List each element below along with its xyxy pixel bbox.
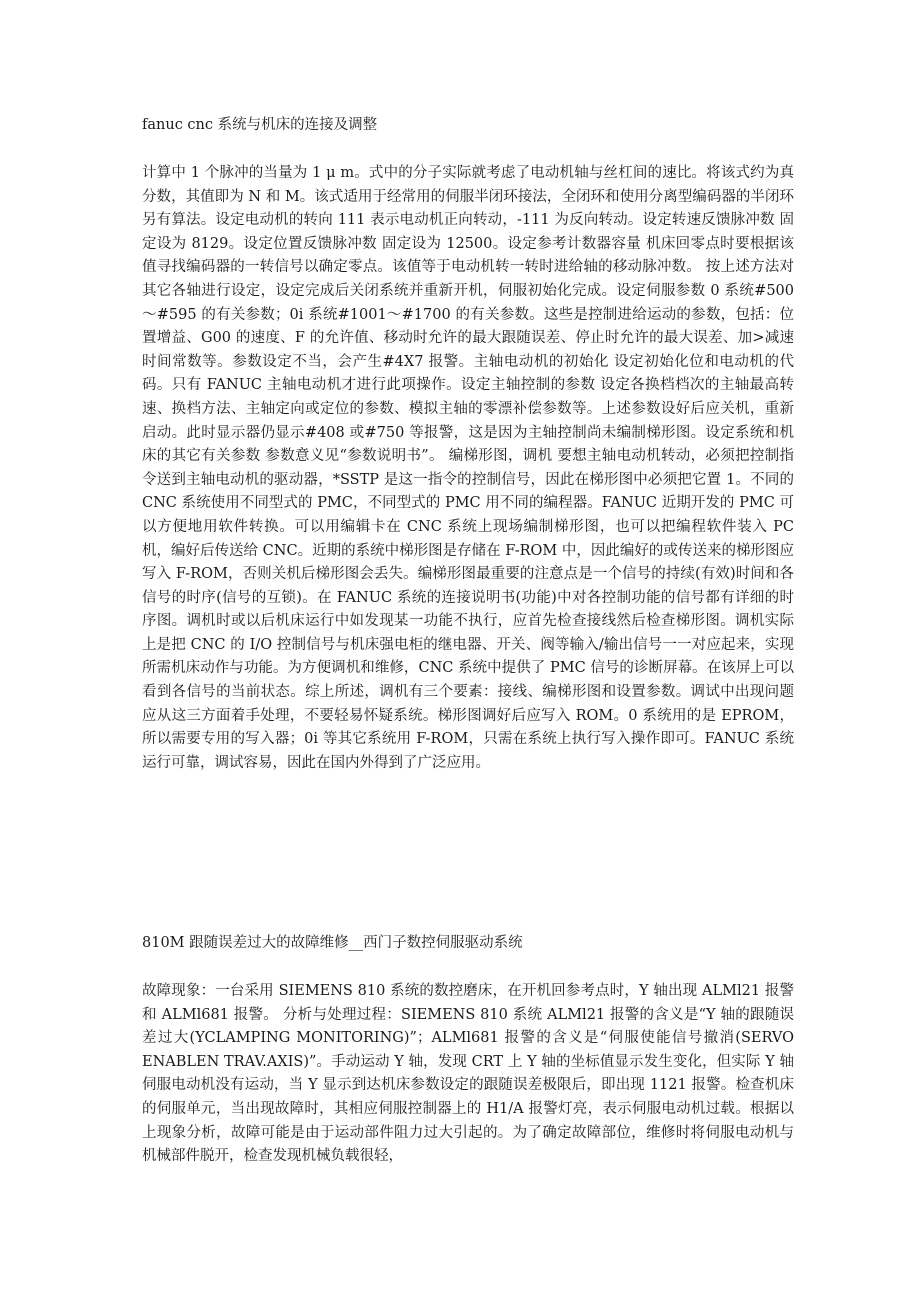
article-body: 计算中 1 个脉冲的当量为 1 μ m。式中的分子实际就考虑了电动机轴与丝杠间的速比。将该式约为真分数，其值即为 N 和 M。该式适用于经常用的伺服半闭环接法，全闭环和使用分离型编码器的半闭环另有算法。设定电动机的转向 111 表示电动机正向转动，-111 为反向转动。设定转速反馈脉冲数 固定设为 8129。设定位置反馈脉冲数 固定设为 12500。设定参考计数器容量 机床回零点时要根据该值寻找编码器的一转信号以确定零点。该值等于电动机转一转时进给轴的移动脉冲数。 按上述方法对其它各轴进行设定，设定完成后关闭系统并重新开机，伺服初始化完成。设定伺服参数 0 系统#500～#595 的有关参数；0i 系统#1001～#1700 的有关参数。这些是控制进给运动的参数，包括：位置增益、G00 的速度、F 的允许值、移动时允许的最大跟随误差、停止时允许的最大误差、加>减速时间常数等。参数设定不当，会产生#4X7 报警。主轴电动机的初始化 设定初始化位和电动机的代码。只有 FANUC 主轴电动机才进行此项操作。设定主轴控制的参数 设定各换档档次的主轴最高转速、换档方法、主轴定向或定位的参数、模拟主轴的零漂补偿参数等。上述参数设好后应关机，重新启动。此时显示器仍显示#408 或#750 等报警，这是因为主轴控制尚未编制梯形图。设定系统和机床的其它有关参数 参数意义见“参数说明书”。 编梯形图，调机 要想主轴电动机转动，必须把控制指令送到主轴电动机的驱动器，*SSTP 是这一指令的控制信号，因此在梯形图中必须把它置 1。不同的 CNC 系统使用不同型式的 PMC，不同型式的 PMC 用不同的编程器。FANUC 近期开发的 PMC 可以方便地用软件转换。可以用编辑卡在 CNC 系统上现场编制梯形图，也可以把编程软件装入 PC 机，编好后传送给 CNC。近期的系统中梯形图是存储在 F-ROM 中，因此编好的或传送来的梯形图应写入 F-ROM，否则关机后梯形图会丢失。编梯形图最重要的注意点是一个信号的持续(有效)时间和各信号的时序(信号的互锁)。在 FANUC 系统的连接说明书(功能)中对各控制功能的信号都有详细的时序图。调机时或以后机床运行中如发现某一功能不执行，应首先检查接线然后检查梯形图。调机实际上是把 CNC 的 I/O 控制信号与机床强电柜的继电器、开关、阀等输入/输出信号一一对应起来，实现所需机床动作与功能。为方便调机和维修，CNC 系统中提供了 PMC 信号的诊断屏幕。在该屏上可以看到各信号的当前状态。综上所述，调机有三个要素：接线、编梯形图和设置参数。调试中出现问题应从这三方面着手处理，不要轻易怀疑系统。梯形图调好后应写入 ROM。0 系统用的是 EPROM，所以需要专用的写入器；0i 等其它系统用 F-ROM，只需在系统上执行写入操作即可。FANUC 系统运行可靠，调试容易，因此在国内外得到了广泛应用。 [142, 165, 794, 771]
section-title: 810M 跟随误差过大的故障维修__西门子数控伺服驱动系统 [142, 935, 523, 951]
section-body: 故障现象：一台采用 SIEMENS 810 系统的数控磨床，在开机回参考点时，Y 轴出现 ALMl21 报警和 ALMl681 报警。 分析与处理过程：SIEMENS 810 系统 ALMl21 报警的含义是“Y 轴的跟随误差过大(YCLAMPING MONITORING)”；ALMl681 报警的含义是“伺服使能信号撤消(SERVO ENABLEN TRAV.AXIS)”。手动运动 Y 轴，发现 CRT 上 Y 轴的坐标值显示发生变化，但实际 Y 轴伺服电动机没有运动，当 Y 显示到达机床参数设定的跟随误差极限后，即出现 1121 报警。检查机床的伺服单元，当出现故障时，其相应伺服控制器上的 H1/A 报警灯亮，表示伺服电动机过载。根据以上现象分析，故障可能是由于运动部件阻力过大引起的。为了确定故障部位，维修时将伺服电动机与机械部件脱开，检查发现机械负载很轻， [142, 983, 794, 1165]
article-title: fanuc cnc 系统与机床的连接及调整 [142, 117, 378, 133]
